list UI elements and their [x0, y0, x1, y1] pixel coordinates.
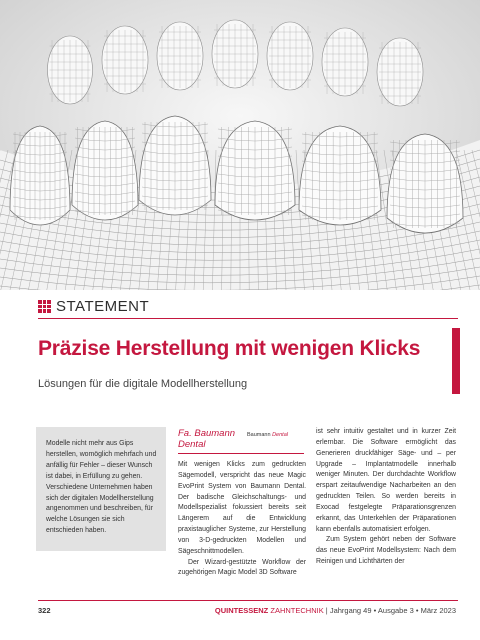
body-paragraph: Zum System gehört neben der Software das neue EvoPrint Modellsystem: Nach dem Reinigen und Lichthärten der	[316, 536, 456, 566]
dental-mesh-icon	[0, 0, 480, 290]
author-name	[178, 428, 238, 450]
author-divider	[178, 453, 304, 454]
logo-suffix: Dental	[272, 432, 288, 438]
hero-image	[0, 0, 480, 290]
logo-prefix: Baumann	[247, 432, 271, 438]
issue-info: | Jahrgang 49 • Ausgabe 3 • März 2023	[325, 606, 456, 615]
page-number: 322	[38, 606, 51, 615]
accent-bar	[452, 328, 460, 394]
section-label: STATEMENT	[56, 298, 150, 315]
section-divider	[38, 318, 458, 319]
journal-brand-bold: QUINTESSENZ	[214, 606, 269, 615]
body-paragraph: Mit wenigen Klicks zum gedruckten Sägemodell, verspricht das neue Magic EvoPrint System von Baumann Dental. Der badische Gleichschaltungs- und Modellspezialist fokussiert bereits seit Längerem auf die Entwicklung praxistauglicher Systeme, zur Herstellung von 3-D-gedruckten Modellen und Sägeschnittmodellen.	[178, 461, 306, 555]
section-kicker	[38, 298, 149, 315]
author-line: Dental	[178, 439, 206, 450]
grid-square-icon	[38, 300, 51, 313]
article-subtitle: Lösungen für die digitale Modellherstellung	[38, 378, 248, 390]
body-column-3	[316, 427, 456, 568]
body-paragraph: Der Wizard-gestützte Workflow der zugehörigen Magic Model 3D Software	[178, 558, 306, 577]
body-column-2	[178, 460, 306, 579]
body-paragraph: ist sehr intuitiv gestaltet und in kurzer Zeit erlernbar. Die Software ermöglicht das Generieren druckfähiger Säge- und – per Upgrade – Implantatmodelle innerhalb weniger Minuten. Der durchdachte Workflow erspart zeitaufwendige Nacharbeiten an den gedruckten Teilen. So werden bereits in Exocad festgelegte Präparationsgrenzen erkannt, das Unterkehlen der Präparationen kann ebenfalls automatisiert erfolgen.	[316, 428, 456, 533]
article-abstract: Modelle nicht mehr aus Gips herstellen, womöglich mehrfach und anfällig für Fehler – dieser Wunsch ist dabei, in Erfüllung zu gehen. Verschiedene Unternehmen haben sich der digitalen Modellherstellung angenommen und beschreiben, für welche Lösungen sie sich entschieden haben.	[36, 427, 166, 551]
author-line: Fa. Baumann	[178, 428, 236, 439]
footer-divider	[38, 600, 458, 601]
company-logo	[247, 432, 288, 438]
journal-brand: ZAHNTECHNIK	[270, 606, 324, 615]
journal-footer	[215, 606, 456, 615]
article-title: Präzise Herstellung mit wenigen Klicks	[38, 337, 421, 360]
